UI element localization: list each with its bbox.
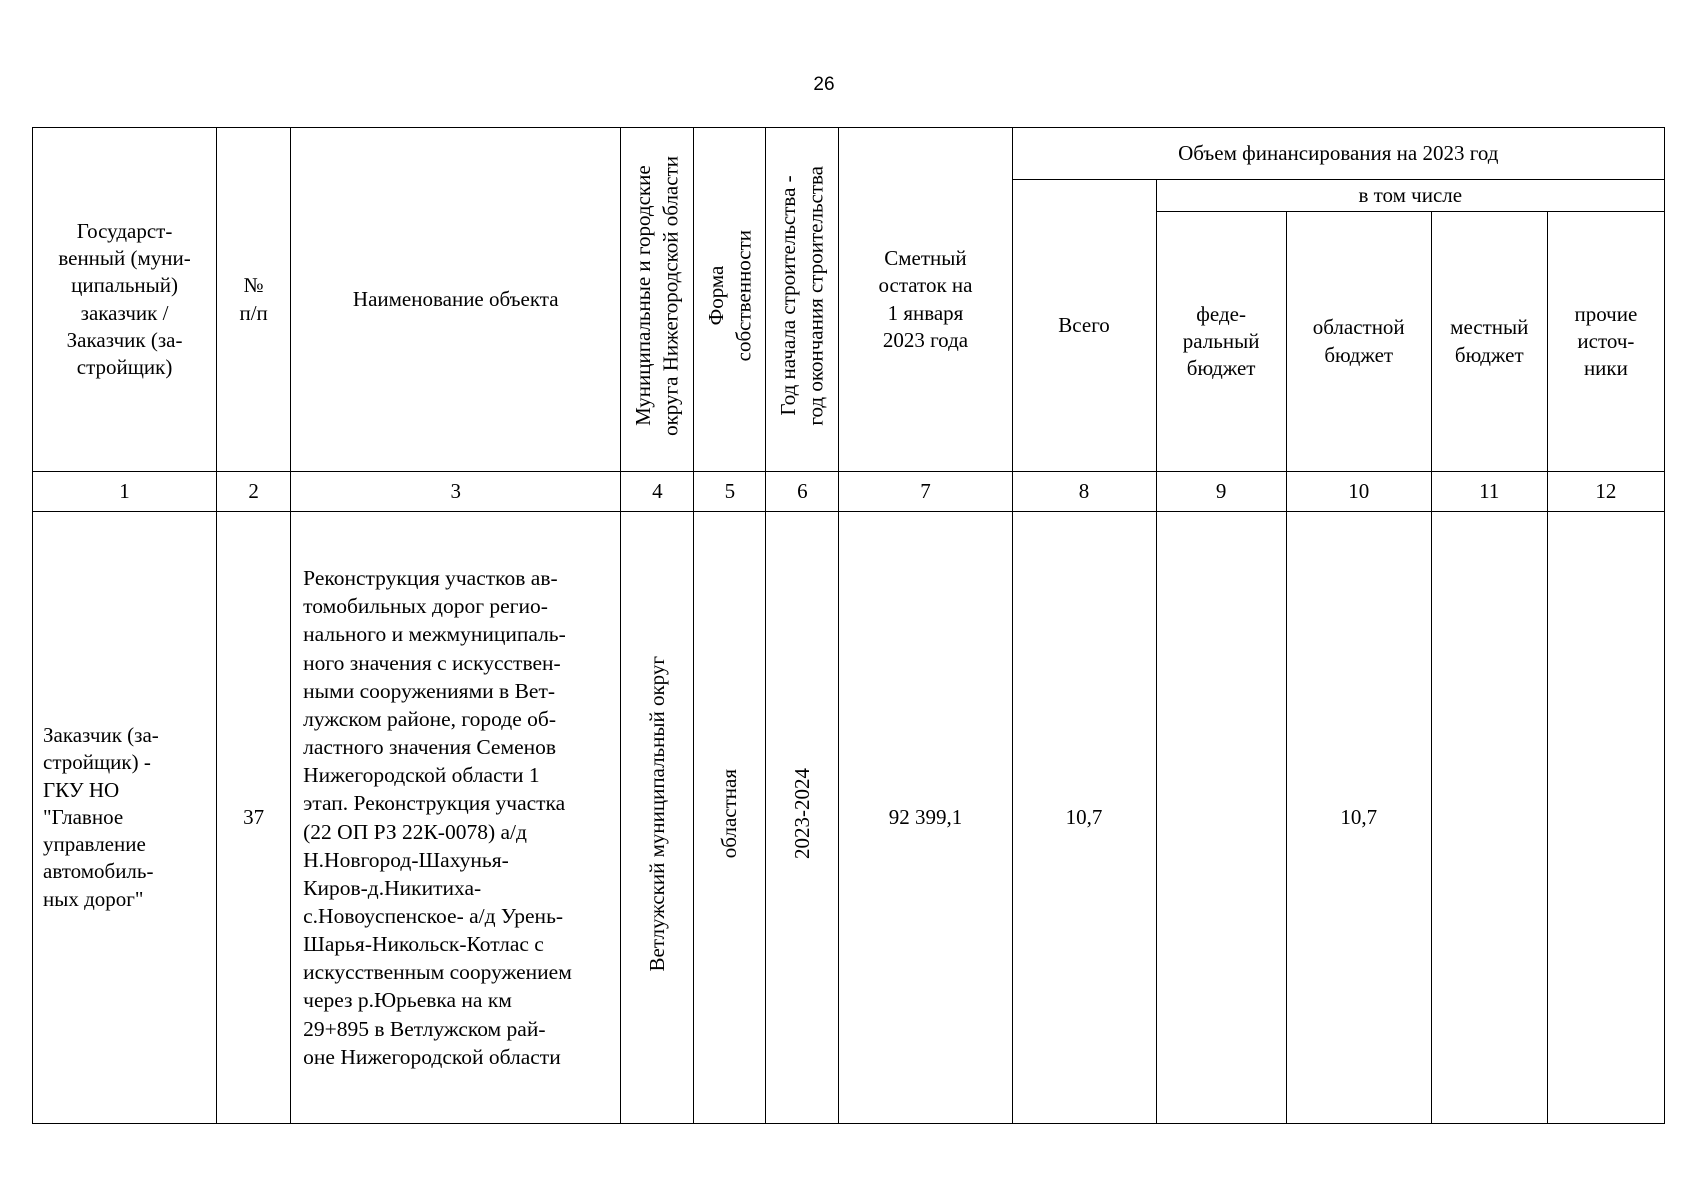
column-number-12: 12: [1547, 472, 1664, 512]
column-number-6: 6: [766, 472, 839, 512]
row-number: 37: [217, 512, 291, 1124]
header-ownership: [694, 128, 766, 472]
column-number-3: 3: [291, 472, 621, 512]
row-federal: [1156, 512, 1286, 1124]
header-years-text: Год начала строительства - год окончания строительства: [776, 166, 828, 426]
table-row: [33, 512, 1665, 1124]
column-number-11: 11: [1431, 472, 1547, 512]
row-ownership: [694, 512, 766, 1124]
column-number-5: 5: [694, 472, 766, 512]
construction-financing-table: [32, 127, 1665, 1124]
header-estimate-balance: Сметный остаток на 1 января 2023 года: [839, 128, 1012, 472]
row-local: [1431, 512, 1547, 1124]
header-row-number: № п/п: [217, 128, 291, 472]
column-number-2: 2: [217, 472, 291, 512]
column-number-4: 4: [621, 472, 694, 512]
row-ownership-text: областная: [717, 769, 742, 859]
header-including: в том числе: [1156, 180, 1664, 212]
page-number: 26: [813, 74, 835, 95]
column-number-7: 7: [839, 472, 1012, 512]
column-number-9: 9: [1156, 472, 1286, 512]
row-other: [1547, 512, 1664, 1124]
header-regional-budget: областной бюджет: [1286, 212, 1431, 472]
row-total: 10,7: [1012, 512, 1156, 1124]
row-years: [766, 512, 839, 1124]
column-number-1: 1: [33, 472, 217, 512]
header-municipality: [621, 128, 694, 472]
row-regional: 10,7: [1286, 512, 1431, 1124]
column-number-10: 10: [1286, 472, 1431, 512]
header-local-budget: местный бюджет: [1431, 212, 1547, 472]
column-number-8: 8: [1012, 472, 1156, 512]
row-object-name: Реконструкция участков ав- томобильных дорог регио- нального и межмуниципаль- ного значения с искусствен- ными сооружениями в Вет- лужском районе, городе об- ластного значения Семенов Нижегородской области 1 этап. Реконструкция участка (22 ОП РЗ 22К-0078) а/д Н.Новгород-Шахунья- Киров-д.Никитиха- с.Новоуспенское- а/д Урень- Шарья-Никольск-Котлас с искусственным сооружением через р.Юрьевка на км 29+895 в Ветлужском рай- оне Нижегородской области: [291, 512, 621, 1124]
header-years: [766, 128, 839, 472]
row-customer: Заказчик (за- стройщик) - ГКУ НО "Главное управление автомобиль- ных дорог": [33, 512, 217, 1124]
header-other-sources: прочие источ- ники: [1547, 212, 1664, 472]
header-object-name: Наименование объекта: [291, 128, 621, 472]
row-municipality: [621, 512, 694, 1124]
row-municipality-text: Ветлужский муниципальный округ: [644, 656, 669, 972]
row-estimate-balance: 92 399,1: [839, 512, 1012, 1124]
header-municipality-text: Муниципальные и городские округа Нижегородской области: [631, 155, 683, 436]
header-ownership-text: Форма собственности: [703, 230, 755, 362]
header-funding-group: Объем финансирования на 2023 год: [1012, 128, 1664, 180]
row-years-text: 2023-2024: [789, 768, 814, 860]
header-total: Всего: [1012, 180, 1156, 472]
header-customer: Государст- венный (муни- ципальный) заказчик / Заказчик (за- стройщик): [33, 128, 217, 472]
header-federal-budget: феде- ральный бюджет: [1156, 212, 1286, 472]
